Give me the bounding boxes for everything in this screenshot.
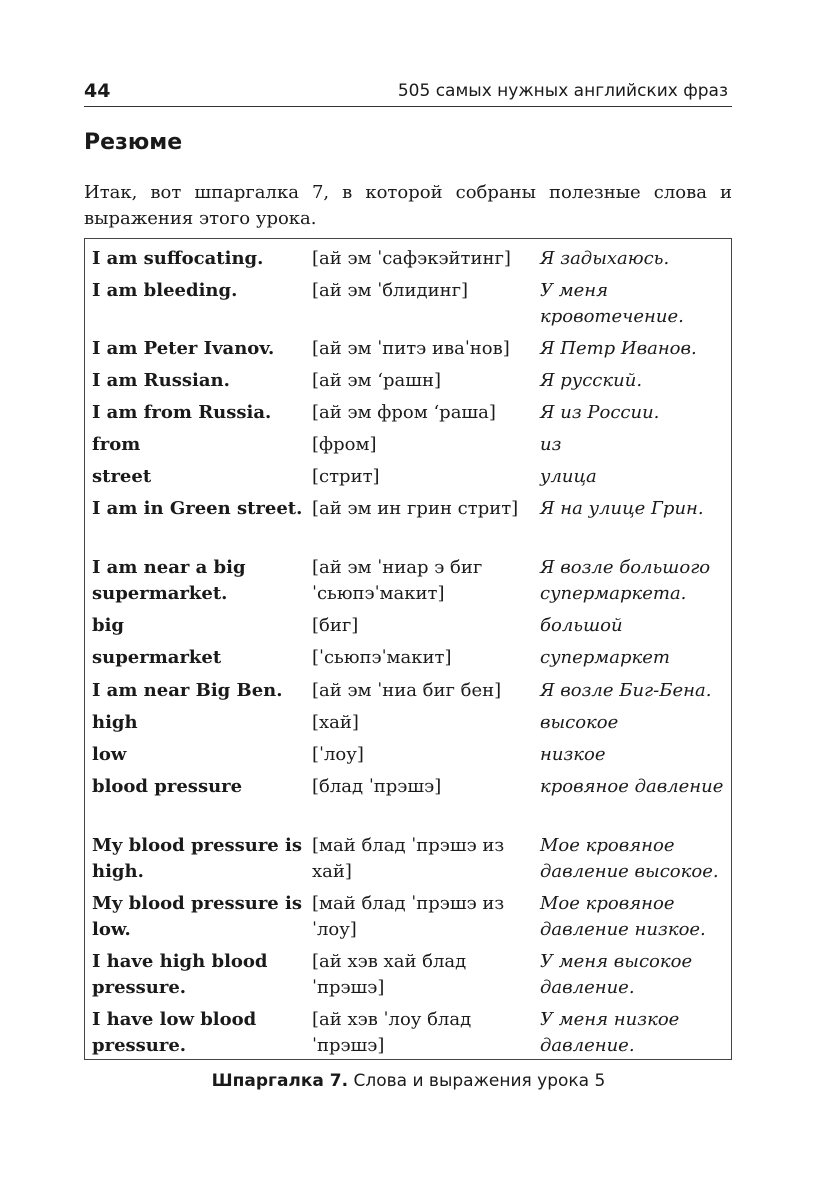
russian-translation: У меня низкое давление. xyxy=(540,1009,680,1056)
english-phrase: high xyxy=(92,712,138,733)
page-number: 44 xyxy=(84,80,111,102)
english-phrase: supermarket xyxy=(92,647,222,668)
transcription: [ай эм ин грин стрит] xyxy=(312,498,519,519)
english-phrase: I am Peter Ivanov. xyxy=(92,338,275,359)
english-phrase: My blood pressure is low. xyxy=(92,893,302,940)
russian-translation: из xyxy=(540,434,562,455)
caption-text: Слова и выражения урока 5 xyxy=(348,1071,606,1091)
english-phrase: I am from Russia. xyxy=(92,402,272,423)
english-phrase: blood pressure xyxy=(92,776,243,797)
russian-translation: Я русский. xyxy=(540,370,643,391)
transcription: [биг] xyxy=(312,615,359,636)
english-phrase: I am Russian. xyxy=(92,370,230,391)
running-title: 505 самых нужных английских фраз xyxy=(397,81,728,101)
english-phrase: from xyxy=(92,434,141,455)
english-phrase: big xyxy=(92,615,125,636)
transcription: [хай] xyxy=(312,712,359,733)
transcription: [ай эм фром ‘раша] xyxy=(312,402,496,423)
transcription: [ˈлоу] xyxy=(312,744,364,765)
russian-translation: Мое кровяное давление низкое. xyxy=(540,893,706,940)
english-phrase: I have low blood pressure. xyxy=(92,1009,257,1056)
russian-translation: Я возле Биг-Бена. xyxy=(540,680,712,701)
transcription: [стрит] xyxy=(312,466,380,487)
russian-translation: У меня высокое давление. xyxy=(540,951,693,998)
transcription: [май блад ˈпрэшэ из хай] xyxy=(312,835,505,882)
intro-paragraph: Итак, вот шпаргалка 7, в которой собраны полезные слова и выражения этого урока. xyxy=(84,182,732,229)
russian-translation: супермаркет xyxy=(540,647,670,668)
russian-translation: улица xyxy=(540,466,597,487)
section-title: Резюме xyxy=(84,130,183,155)
russian-translation: Я на улице Грин. xyxy=(540,498,704,519)
transcription: [блад ˈпрэшэ] xyxy=(312,776,442,797)
russian-translation: большой xyxy=(540,615,623,636)
transcription: [ай эм ˈниа биг бен] xyxy=(312,680,502,701)
russian-translation: Я Петр Иванов. xyxy=(540,338,697,359)
russian-translation: У меня кровотечение. xyxy=(540,280,684,327)
russian-translation: Я из России. xyxy=(540,402,660,423)
transcription: [ай хэв ˈлоу блад ˈпрэшэ] xyxy=(312,1009,472,1056)
page-header xyxy=(84,76,732,107)
transcription: [ай хэв хай блад ˈпрэшэ] xyxy=(312,951,467,998)
transcription: [май блад ˈпрэшэ из ˈлоу] xyxy=(312,893,505,940)
transcription: [ˈсьюпэˈмакит] xyxy=(312,647,452,668)
russian-translation: Мое кровяное давление высокое. xyxy=(540,835,719,882)
russian-translation: высокое xyxy=(540,712,619,733)
english-phrase: I am in Green street. xyxy=(92,498,303,519)
transcription: [ай эм ˈниар э биг ˈсьюпэˈмакит] xyxy=(312,557,483,604)
english-phrase: I am suffocating. xyxy=(92,248,264,269)
english-phrase: I am near a big supermarket. xyxy=(92,557,246,604)
english-phrase: I am near Big Ben. xyxy=(92,680,283,701)
transcription: [ай эм ˈпитэ иваˈнов] xyxy=(312,338,510,359)
english-phrase: My blood pressure is high. xyxy=(92,835,302,882)
transcription: [ай эм ‘рашн] xyxy=(312,370,442,391)
english-phrase: street xyxy=(92,466,152,487)
english-phrase: low xyxy=(92,744,127,765)
transcription: [ай эм ˈблидинг] xyxy=(312,280,469,301)
russian-translation: Я возле большого супермаркета. xyxy=(540,557,711,604)
english-phrase: I have high blood pressure. xyxy=(92,951,268,998)
russian-translation: низкое xyxy=(540,744,606,765)
phrase-table xyxy=(84,238,732,1060)
caption-label: Шпаргалка 7. xyxy=(211,1071,349,1091)
transcription: [ай эм ˈсафэкэйтинг] xyxy=(312,248,511,269)
transcription: [фром] xyxy=(312,434,377,455)
table-caption xyxy=(0,1071,817,1091)
russian-translation: Я задыхаюсь. xyxy=(540,248,670,269)
russian-translation: кровяное давление xyxy=(540,776,724,797)
english-phrase: I am bleeding. xyxy=(92,280,238,301)
